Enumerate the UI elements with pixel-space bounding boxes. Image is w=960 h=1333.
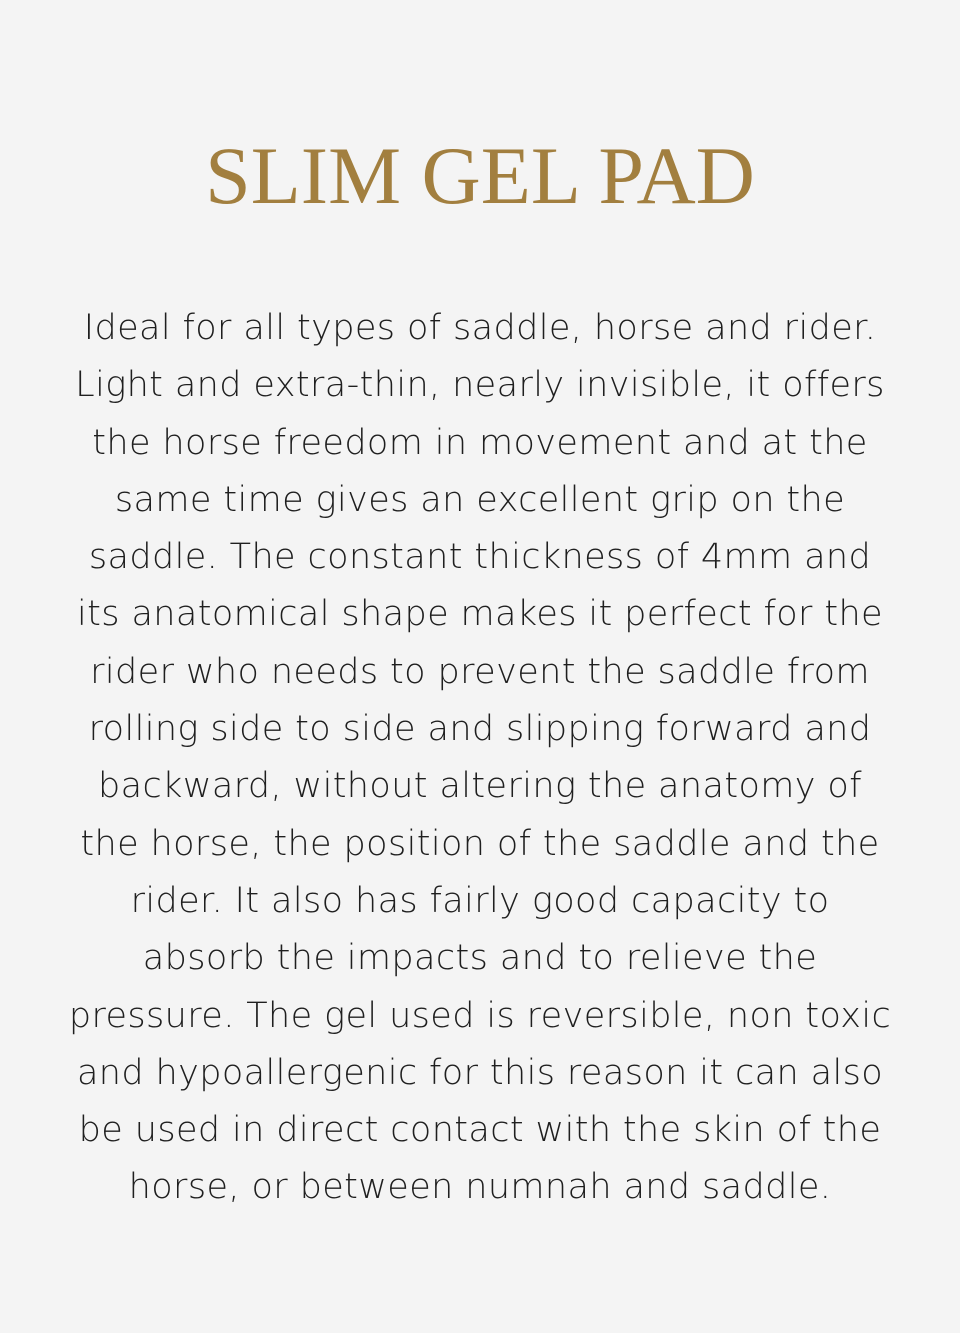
description-line: the horse, the position of the saddle and the bbox=[80, 823, 880, 864]
product-title: SLIM GEL PAD bbox=[205, 130, 755, 221]
product-description bbox=[60, 300, 900, 1217]
description-line: the horse freedom in movement and at the bbox=[92, 422, 868, 463]
description-line: pressure. The gel used is reversible, non toxic bbox=[68, 995, 892, 1036]
description-line: absorb the impacts and to relieve the bbox=[142, 938, 818, 979]
description-line: Light and extra-thin, nearly invisible, it offers bbox=[75, 365, 885, 406]
description-line: its anatomical shape makes it perfect for the bbox=[77, 594, 883, 635]
description-line: Ideal for all types of saddle, horse and rider. bbox=[83, 308, 877, 348]
description-line: backward, without altering the anatomy of bbox=[98, 766, 862, 807]
description-line: rolling side to side and slipping forward and bbox=[88, 709, 872, 750]
description-line: same time gives an excellent grip on the bbox=[114, 479, 846, 520]
description-line: rider. It also has fairly good capacity to bbox=[130, 880, 830, 921]
description-line: horse, or between numnah and saddle. bbox=[128, 1167, 832, 1208]
description-line: saddle. The constant thickness of 4mm and bbox=[88, 537, 872, 578]
description-line: be used in direct contact with the skin of the bbox=[78, 1110, 882, 1151]
description-line: rider who needs to prevent the saddle from bbox=[90, 651, 870, 692]
description-line: and hypoallergenic for this reason it can also bbox=[76, 1052, 884, 1093]
